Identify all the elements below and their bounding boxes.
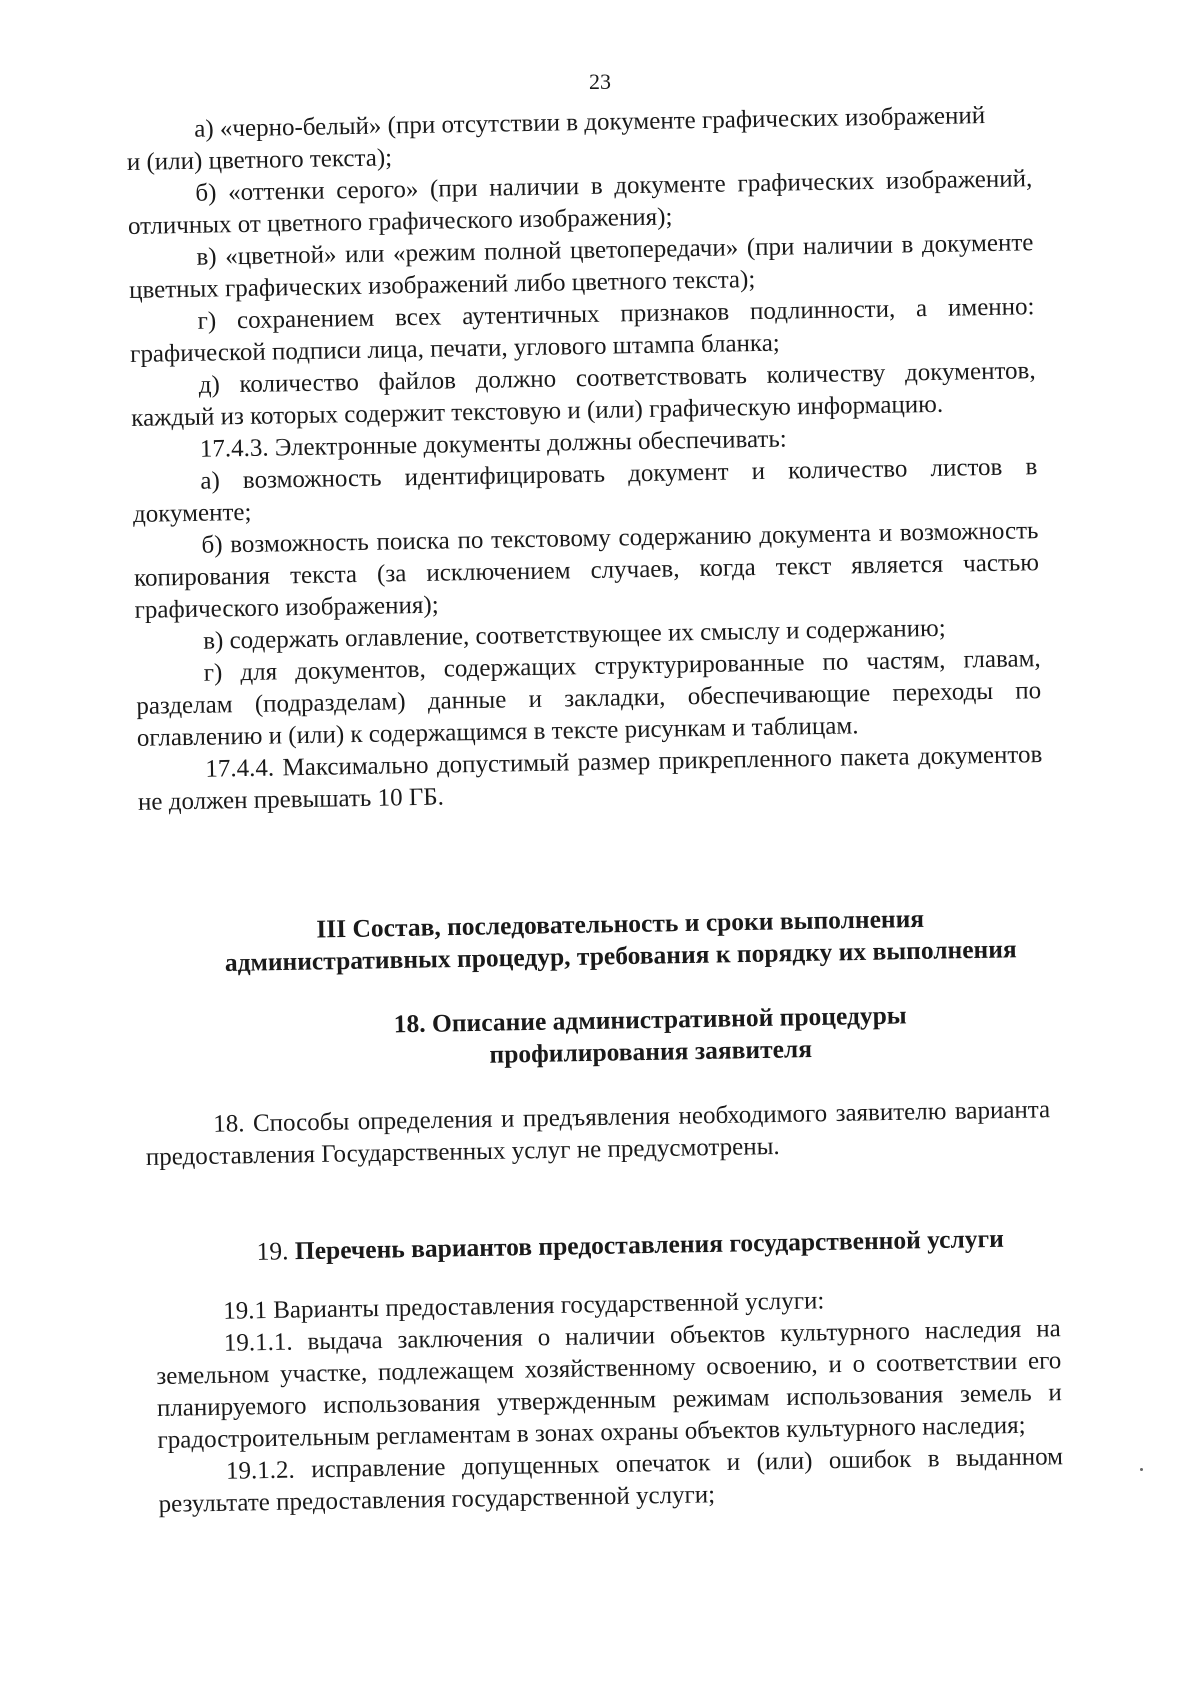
paragraph: д) количество файлов должно соответствовать количеству документов, каждый из которых содержит текстовую и (или) графическую информацию. [131,357,1036,432]
paragraph: г) для документов, содержащих структурированные по частям, главам, разделам (подразделам) данные и закладки, обеспечивающие переходы по оглавлению и (или) к содержащимся в тексте рисункам и таблицам. [136,645,1042,752]
paragraph: в) «цветной» или «режим полной цветопередачи» (при наличии в документе цветных графических изображений либо цветного текста); [128,229,1034,304]
paragraph: а) возможность идентифицировать документ и количество листов в документе; [132,453,1038,528]
paragraph: 17.4.4. Максимально допустимый размер прикрепленного пакета документов не должен превышать 10 ГБ. [137,741,1043,816]
paragraph: в) содержать оглавление, соответствующее их смыслу и содержанию; [202,614,946,655]
subsection-heading [300,998,1001,1074]
paragraph: б) возможность поиска по текстовому содержанию документа и возможность копирования текста (за исключением случаев, когда текст является частью графического изображения); [133,517,1040,624]
variants-block [155,1281,1064,1521]
paragraph: б) «оттенки серого» (при наличии в документе графических изображений, отличных от цветного графического изображения); [127,165,1033,240]
subsection-heading-line: 18. Описание административной процедуры [393,1000,907,1039]
scan-speck [1140,1468,1143,1471]
section-heading [170,900,1071,980]
top-text-block [126,99,1043,819]
paragraph: 19.1.2. исправление допущенных опечаток и (или) ошибок в выданном результате предоставления государственной услуги; [158,1443,1064,1518]
paragraph: 18. Способы определения и предъявления необходимого заявителю варианта предоставления Государственных услуг не предусмотрены. [145,1096,1051,1171]
heading-title: Перечень вариантов предоставления государственной услуги [294,1223,1005,1266]
section-heading-line: III Состав, последовательность и сроки выполнения [316,903,925,944]
paragraph: 19.1.1. выдача заключения о наличии объектов культурного наследия на земельном участке, подлежащем хозяйственному освоению, и о соответствии его планируемого использования утвержденным режимам использования земель и градостроительным регламентам в зонах охраны объектов культурного наследия; [156,1315,1063,1454]
paragraph: а) «черно-белый» (при отсутствии в документе графических изображений [194,102,986,143]
page-number: 23 [589,69,611,94]
heading-number: 19. [256,1236,289,1266]
subsection-heading-line: профилирования заявителя [489,1034,813,1069]
section-heading-line: административных процедур, требования к порядку их выполнения [224,934,1017,978]
paragraph: 19.1 Варианты предоставления государственной услуги: [223,1287,825,1325]
subsection-heading [190,1222,1070,1269]
paragraph: и (или) цветного текста); [126,144,393,176]
paragraph: 17.4.3. Электронные документы должны обеспечивать: [199,425,787,463]
paragraph-18-block [145,1094,1051,1174]
paragraph: г) сохранением всех аутентичных признаков подлинности, а именно: графической подписи лица, печати, углового штампа бланка; [129,293,1035,368]
